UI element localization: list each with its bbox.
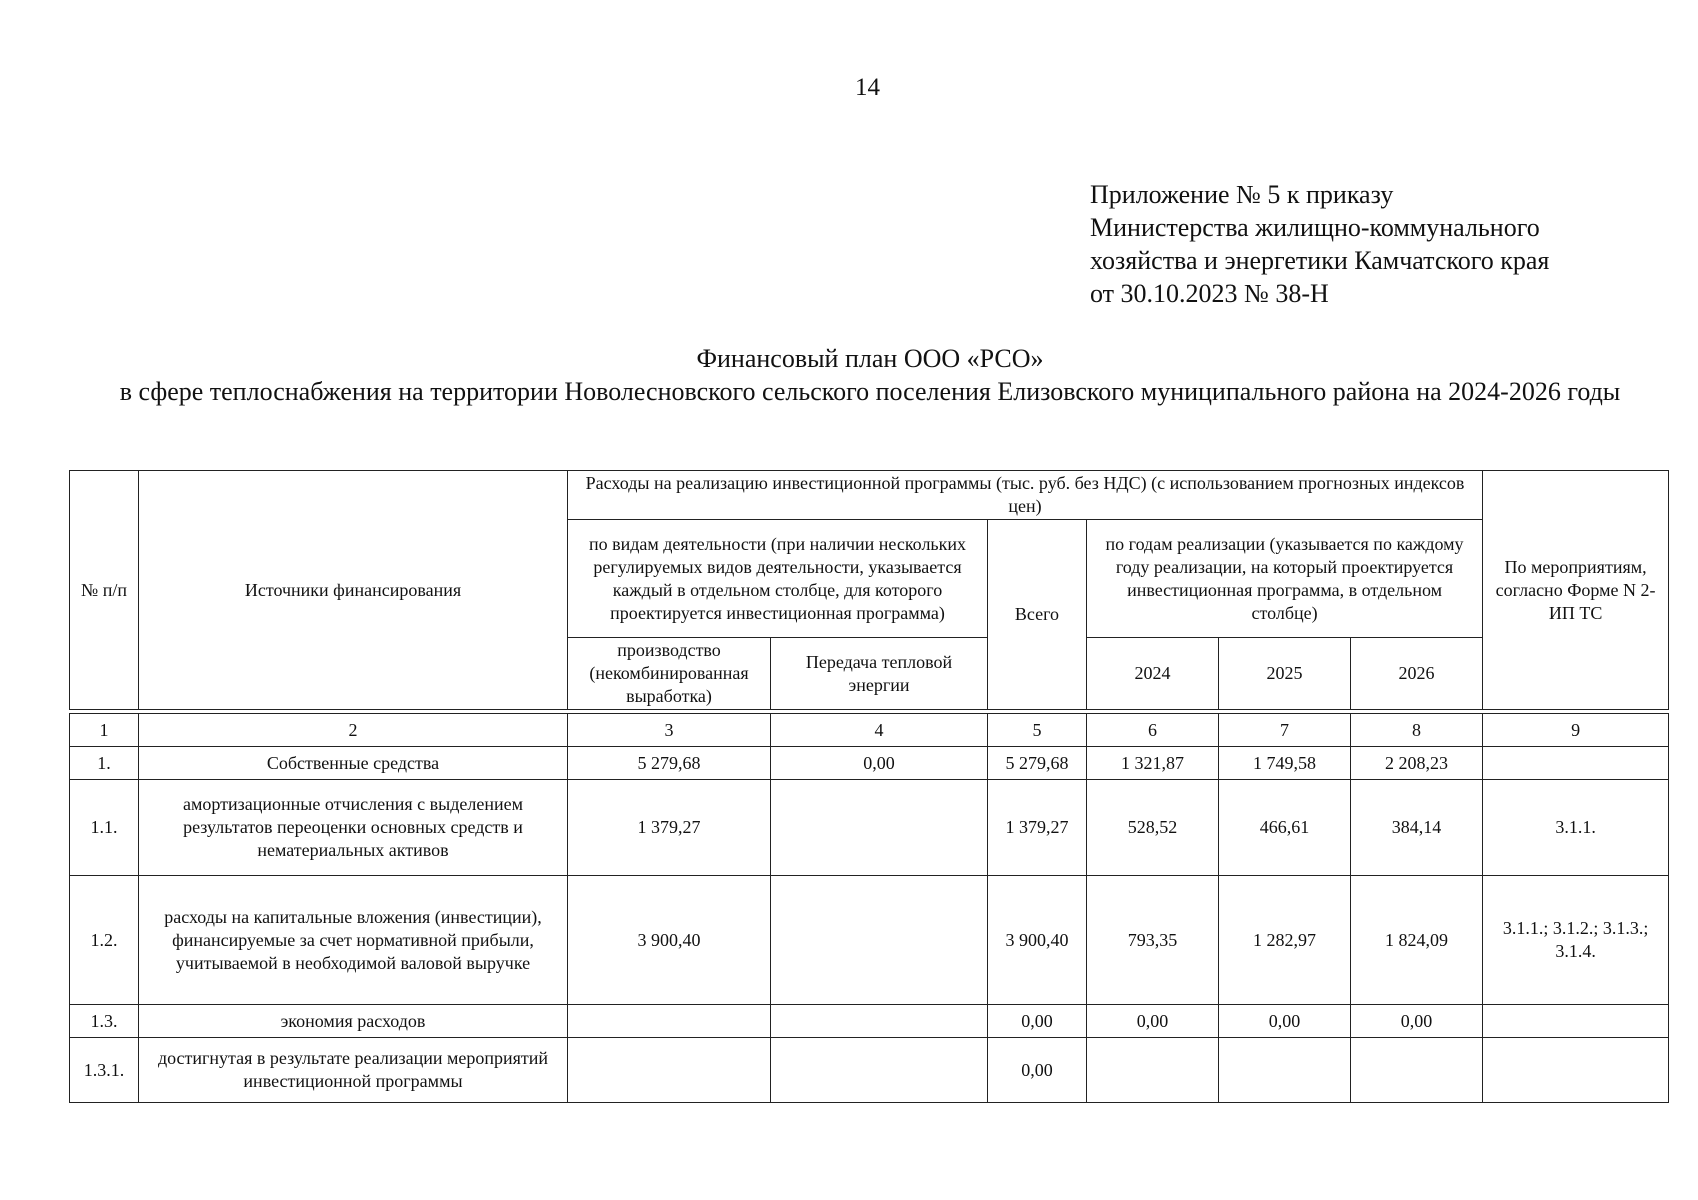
header-num: № п/п xyxy=(70,471,139,710)
col-number: 5 xyxy=(988,714,1087,747)
header-production: производство (некомбинированная выработка) xyxy=(568,638,771,710)
appendix-line: от 30.10.2023 № 38-Н xyxy=(1090,279,1329,308)
table-row xyxy=(70,1005,1669,1038)
cell-total: 3 900,40 xyxy=(988,876,1087,1005)
table-row xyxy=(70,876,1669,1005)
header-year-2024: 2024 xyxy=(1087,638,1219,710)
cell-2025: 466,61 xyxy=(1219,780,1351,876)
page-number: 14 xyxy=(855,74,880,101)
cell-2025: 1 749,58 xyxy=(1219,747,1351,780)
cell-2026: 384,14 xyxy=(1351,780,1483,876)
cell-measures xyxy=(1483,1038,1669,1103)
cell-num: 1.2. xyxy=(70,876,139,1005)
cell-2025: 1 282,97 xyxy=(1219,876,1351,1005)
cell-2024: 793,35 xyxy=(1087,876,1219,1005)
cell-2025 xyxy=(1219,1038,1351,1103)
cell-total: 1 379,27 xyxy=(988,780,1087,876)
cell-production: 3 900,40 xyxy=(568,876,771,1005)
cell-total: 5 279,68 xyxy=(988,747,1087,780)
col-number: 9 xyxy=(1483,714,1669,747)
cell-2026: 0,00 xyxy=(1351,1005,1483,1038)
appendix-block xyxy=(1090,178,1549,310)
cell-2025: 0,00 xyxy=(1219,1005,1351,1038)
cell-total: 0,00 xyxy=(988,1005,1087,1038)
table-row xyxy=(70,780,1669,876)
col-number: 7 xyxy=(1219,714,1351,747)
cell-production: 1 379,27 xyxy=(568,780,771,876)
cell-transfer xyxy=(771,876,988,1005)
cell-measures: 3.1.1.; 3.1.2.; 3.1.3.; 3.1.4. xyxy=(1483,876,1669,1005)
cell-source: Собственные средства xyxy=(139,747,568,780)
document-title xyxy=(72,342,1668,408)
header-transfer: Передача тепловой энергии xyxy=(771,638,988,710)
column-numbers-row xyxy=(70,714,1669,747)
header-sources: Источники финансирования xyxy=(139,471,568,710)
header-by-activity: по видам деятельности (при наличии нескольких регулируемых видов деятельности, указывается каждый в отдельном столбце, для которого проектируется инвестиционная программа) xyxy=(568,520,988,638)
cell-2026 xyxy=(1351,1038,1483,1103)
header-by-years: по годам реализации (указывается по каждому году реализации, на который проектируется инвестиционная программа, в отдельном столбце) xyxy=(1087,520,1483,638)
header-expenses: Расходы на реализацию инвестиционной программы (тыс. руб. без НДС) (с использованием прогнозных индексов цен) xyxy=(568,471,1483,520)
cell-measures xyxy=(1483,747,1669,780)
cell-2024 xyxy=(1087,1038,1219,1103)
cell-num: 1.3. xyxy=(70,1005,139,1038)
col-number: 4 xyxy=(771,714,988,747)
cell-2024: 0,00 xyxy=(1087,1005,1219,1038)
cell-source: расходы на капитальные вложения (инвестиции), финансируемые за счет нормативной прибыли, учитываемой в необходимой валовой выручке xyxy=(139,876,568,1005)
cell-2024: 1 321,87 xyxy=(1087,747,1219,780)
cell-measures xyxy=(1483,1005,1669,1038)
table-row xyxy=(70,1038,1669,1103)
cell-num: 1.3.1. xyxy=(70,1038,139,1103)
title-line-1: Финансовый план ООО «РСО» xyxy=(696,344,1044,373)
col-number: 3 xyxy=(568,714,771,747)
cell-2024: 528,52 xyxy=(1087,780,1219,876)
col-number: 8 xyxy=(1351,714,1483,747)
table-row xyxy=(70,747,1669,780)
col-number: 6 xyxy=(1087,714,1219,747)
cell-2026: 1 824,09 xyxy=(1351,876,1483,1005)
cell-num: 1. xyxy=(70,747,139,780)
appendix-line: Приложение № 5 к приказу xyxy=(1090,180,1394,209)
cell-source: достигнутая в результате реализации мероприятий инвестиционной программы xyxy=(139,1038,568,1103)
col-number: 1 xyxy=(70,714,139,747)
appendix-line: хозяйства и энергетики Камчатского края xyxy=(1090,246,1550,275)
cell-transfer xyxy=(771,1005,988,1038)
title-line-2: в сфере теплоснабжения на территории Новолесновского сельского поселения Елизовского муниципального района на 2024-2026 годы xyxy=(119,377,1621,406)
cell-source: экономия расходов xyxy=(139,1005,568,1038)
cell-production: 5 279,68 xyxy=(568,747,771,780)
cell-total: 0,00 xyxy=(988,1038,1087,1103)
cell-production xyxy=(568,1005,771,1038)
financial-plan-table xyxy=(69,470,1669,1103)
appendix-line: Министерства жилищно-коммунального xyxy=(1090,213,1540,242)
header-total: Всего xyxy=(988,520,1087,710)
cell-transfer: 0,00 xyxy=(771,747,988,780)
col-number: 2 xyxy=(139,714,568,747)
cell-measures: 3.1.1. xyxy=(1483,780,1669,876)
cell-source: амортизационные отчисления с выделением результатов переоценки основных средств и нематериальных активов xyxy=(139,780,568,876)
header-year-2026: 2026 xyxy=(1351,638,1483,710)
cell-2026: 2 208,23 xyxy=(1351,747,1483,780)
cell-production xyxy=(568,1038,771,1103)
header-by-measures: По мероприятиям, согласно Форме N 2-ИП ТС xyxy=(1483,471,1669,710)
cell-num: 1.1. xyxy=(70,780,139,876)
cell-transfer xyxy=(771,1038,988,1103)
cell-transfer xyxy=(771,780,988,876)
header-year-2025: 2025 xyxy=(1219,638,1351,710)
